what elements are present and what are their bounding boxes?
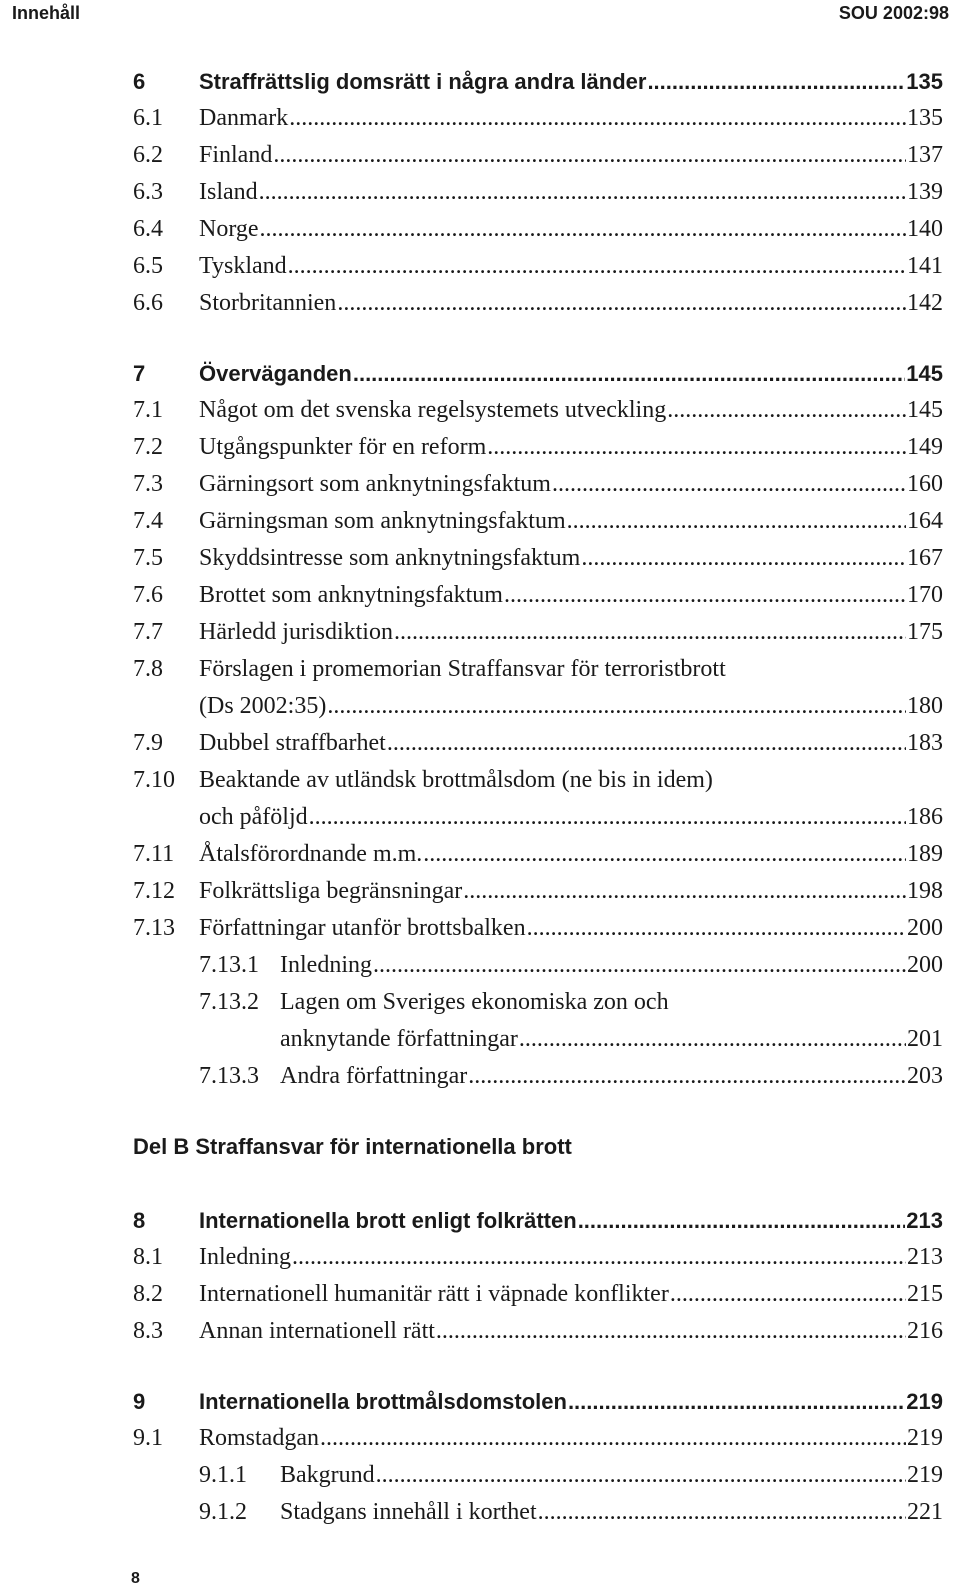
subsection-number: 7.13.3 bbox=[199, 1063, 259, 1089]
section-title: Skyddsintresse som anknytningsfaktum bbox=[199, 545, 581, 571]
dot-leader bbox=[273, 137, 906, 174]
toc-entry[interactable] bbox=[133, 285, 943, 322]
subsection-number: 7.13.2 bbox=[199, 989, 259, 1015]
dot-leader bbox=[463, 873, 906, 910]
section-number: 6.5 bbox=[133, 253, 163, 279]
page-number: 219 bbox=[907, 1462, 943, 1488]
page-number: 200 bbox=[907, 915, 943, 941]
toc-entry[interactable] bbox=[133, 137, 943, 174]
section-number: 6.3 bbox=[133, 179, 163, 205]
page-number: 189 bbox=[907, 841, 943, 867]
chapter-title: Internationella brott enligt folkrätten bbox=[199, 1208, 577, 1233]
toc-chapter-7[interactable] bbox=[133, 356, 943, 392]
section-number: 7.4 bbox=[133, 508, 163, 534]
section-number: 7.7 bbox=[133, 619, 163, 645]
section-title-continuation: och påföljd bbox=[199, 804, 308, 830]
toc-entry[interactable] bbox=[133, 248, 943, 285]
page-number: 186 bbox=[907, 804, 943, 830]
subsection-title: Andra författningar bbox=[280, 1063, 468, 1089]
toc-chapter-9[interactable] bbox=[133, 1384, 943, 1420]
page-number: 219 bbox=[907, 1425, 943, 1451]
toc-entry[interactable] bbox=[133, 873, 943, 910]
toc-subentry[interactable] bbox=[133, 1058, 943, 1095]
chapter-number: 8 bbox=[133, 1208, 146, 1233]
toc-entry[interactable] bbox=[133, 466, 943, 503]
dot-leader bbox=[260, 211, 906, 248]
chapter-title: Internationella brottmålsdomstolen bbox=[199, 1389, 567, 1414]
toc-entry[interactable] bbox=[133, 577, 943, 614]
page-number: 140 bbox=[907, 216, 943, 242]
section-title: Storbritannien bbox=[199, 290, 337, 316]
dot-leader bbox=[327, 688, 906, 725]
dot-leader bbox=[376, 1457, 906, 1494]
dot-leader bbox=[578, 1203, 906, 1239]
toc-entry[interactable] bbox=[133, 1239, 943, 1276]
section-title: Gärningsort som anknytningsfaktum bbox=[199, 471, 551, 497]
section-title: Romstadgan bbox=[199, 1425, 319, 1451]
toc-entry[interactable] bbox=[133, 100, 943, 137]
page-number: 175 bbox=[907, 619, 943, 645]
toc-entry[interactable] bbox=[133, 1420, 943, 1457]
dot-leader bbox=[647, 64, 905, 100]
section-title: Inledning bbox=[199, 1244, 291, 1270]
subsection-number: 7.13.1 bbox=[199, 952, 259, 978]
toc-entry[interactable] bbox=[133, 614, 943, 651]
section-title: Danmark bbox=[199, 105, 289, 131]
chapter-number: 7 bbox=[133, 361, 146, 386]
section-title: Dubbel straffbarhet bbox=[199, 730, 386, 756]
dot-leader bbox=[504, 577, 906, 614]
section-title: Annan internationell rätt bbox=[199, 1318, 435, 1344]
toc-subentry[interactable] bbox=[133, 984, 943, 1058]
dot-leader bbox=[581, 540, 906, 577]
toc-entry[interactable] bbox=[133, 503, 943, 540]
page-number: 213 bbox=[907, 1244, 943, 1270]
chapter-number: 6 bbox=[133, 69, 146, 94]
dot-leader bbox=[667, 392, 906, 429]
subsection-number: 9.1.2 bbox=[199, 1499, 247, 1525]
subsection-number: 9.1.1 bbox=[199, 1462, 247, 1488]
toc-entry[interactable] bbox=[133, 392, 943, 429]
page-number: 180 bbox=[907, 693, 943, 719]
section-title: Åtalsförordnande m.m. bbox=[199, 841, 423, 867]
section-title: Folkrättsliga begränsningar bbox=[199, 878, 463, 904]
section-number: 6.6 bbox=[133, 290, 163, 316]
toc-entry[interactable] bbox=[133, 836, 943, 873]
section-number: 7.9 bbox=[133, 730, 163, 756]
toc-entry[interactable] bbox=[133, 725, 943, 762]
section-number: 7.1 bbox=[133, 397, 163, 423]
page-number: 137 bbox=[907, 142, 943, 168]
toc-subentry[interactable] bbox=[133, 1494, 943, 1531]
page-number: 135 bbox=[907, 105, 943, 131]
dot-leader bbox=[373, 947, 906, 984]
section-number: 9.1 bbox=[133, 1425, 163, 1451]
page-number: 135 bbox=[906, 69, 943, 94]
section-title: Tyskland bbox=[199, 253, 287, 279]
section-number: 8.2 bbox=[133, 1281, 163, 1307]
dot-leader bbox=[353, 356, 905, 392]
section-number: 7.10 bbox=[133, 767, 175, 793]
section-title-continuation: (Ds 2002:35) bbox=[199, 693, 327, 719]
toc-entry[interactable] bbox=[133, 211, 943, 248]
toc-entry[interactable] bbox=[133, 429, 943, 466]
dot-leader bbox=[259, 174, 906, 211]
toc-chapter-8[interactable] bbox=[133, 1203, 943, 1239]
subsection-title: Lagen om Sveriges ekonomiska zon och bbox=[280, 989, 669, 1015]
page-number: 215 bbox=[907, 1281, 943, 1307]
section-number: 6.2 bbox=[133, 142, 163, 168]
dot-leader bbox=[527, 910, 906, 947]
header-section-label: Innehåll bbox=[12, 3, 81, 23]
part-heading: Del B Straffansvar för internationella brott bbox=[133, 1134, 572, 1159]
page-number: 145 bbox=[907, 397, 943, 423]
section-title: Något om det svenska regelsystemets utveckling bbox=[199, 397, 667, 423]
page-number: 160 bbox=[907, 471, 943, 497]
section-title: Island bbox=[199, 179, 258, 205]
page-number: 216 bbox=[907, 1318, 943, 1344]
page-number: 145 bbox=[906, 361, 943, 386]
dot-leader bbox=[337, 285, 906, 322]
page-number: 170 bbox=[907, 582, 943, 608]
table-of-contents bbox=[133, 60, 943, 1531]
page-number: 219 bbox=[906, 1389, 943, 1414]
toc-entry[interactable] bbox=[133, 1276, 943, 1313]
dot-leader bbox=[289, 100, 906, 137]
header-document-id: SOU 2002:98 bbox=[838, 3, 949, 23]
page-number: 221 bbox=[907, 1499, 943, 1525]
subsection-title: Bakgrund bbox=[280, 1462, 375, 1488]
dot-leader bbox=[309, 799, 906, 836]
section-number: 8.3 bbox=[133, 1318, 163, 1344]
page-number: 198 bbox=[907, 878, 943, 904]
page-number: 167 bbox=[907, 545, 943, 571]
page-number: 201 bbox=[907, 1026, 943, 1052]
chapter-title: Straffrättslig domsrätt i några andra länder bbox=[199, 69, 647, 94]
section-title: Författningar utanför brottsbalken bbox=[199, 915, 526, 941]
toc-entry[interactable] bbox=[133, 762, 943, 836]
section-title: Norge bbox=[199, 216, 259, 242]
toc-entry[interactable] bbox=[133, 1313, 943, 1350]
dot-leader bbox=[320, 1420, 906, 1457]
section-title: Internationell humanitär rätt i väpnade konflikter bbox=[199, 1281, 669, 1307]
page-number: 200 bbox=[907, 952, 943, 978]
dot-leader bbox=[468, 1058, 906, 1095]
section-title: Förslagen i promemorian Straffansvar för terroristbrott bbox=[199, 656, 726, 682]
dot-leader bbox=[423, 836, 906, 873]
subsection-title: Inledning bbox=[280, 952, 372, 978]
page-number: 149 bbox=[907, 434, 943, 460]
section-number: 7.13 bbox=[133, 915, 175, 941]
running-header bbox=[0, 0, 960, 38]
section-number: 7.8 bbox=[133, 656, 163, 682]
page-number: 142 bbox=[907, 290, 943, 316]
section-number: 7.3 bbox=[133, 471, 163, 497]
page-number: 203 bbox=[907, 1063, 943, 1089]
section-number: 6.1 bbox=[133, 105, 163, 131]
dot-leader bbox=[552, 466, 906, 503]
section-title: Finland bbox=[199, 142, 273, 168]
subsection-title-continuation: anknytande författningar bbox=[280, 1026, 518, 1052]
footer-page-number: 8 bbox=[131, 1570, 140, 1587]
page-number: 139 bbox=[907, 179, 943, 205]
section-number: 8.1 bbox=[133, 1244, 163, 1270]
section-number: 7.2 bbox=[133, 434, 163, 460]
dot-leader bbox=[538, 1494, 906, 1531]
dot-leader bbox=[436, 1313, 906, 1350]
section-title: Brottet som anknytningsfaktum bbox=[199, 582, 503, 608]
toc-chapter-6[interactable] bbox=[133, 64, 943, 100]
dot-leader bbox=[292, 1239, 906, 1276]
dot-leader bbox=[519, 1021, 906, 1058]
dot-leader bbox=[288, 248, 906, 285]
section-title: Utgångspunkter för en reform bbox=[199, 434, 487, 460]
section-title: Härledd jurisdiktion bbox=[199, 619, 393, 645]
dot-leader bbox=[394, 614, 906, 651]
dot-leader bbox=[567, 503, 906, 540]
section-number: 7.11 bbox=[133, 841, 175, 867]
section-number: 7.6 bbox=[133, 582, 163, 608]
toc-entry[interactable] bbox=[133, 651, 943, 725]
chapter-number: 9 bbox=[133, 1389, 146, 1414]
toc-entry[interactable] bbox=[133, 910, 943, 947]
toc-subentry[interactable] bbox=[133, 1457, 943, 1494]
page-number: 141 bbox=[907, 253, 943, 279]
section-title: Beaktande av utländsk brottmålsdom (ne bis in idem) bbox=[199, 767, 713, 793]
chapter-title: Överväganden bbox=[199, 361, 352, 386]
subsection-title: Stadgans innehåll i korthet bbox=[280, 1499, 537, 1525]
page-number: 164 bbox=[907, 508, 943, 534]
dot-leader bbox=[670, 1276, 906, 1313]
section-title: Gärningsman som anknytningsfaktum bbox=[199, 508, 566, 534]
dot-leader bbox=[568, 1384, 905, 1420]
page-number: 213 bbox=[906, 1208, 943, 1233]
dot-leader bbox=[487, 429, 906, 466]
dot-leader bbox=[387, 725, 906, 762]
section-number: 6.4 bbox=[133, 216, 163, 242]
section-number: 7.5 bbox=[133, 545, 163, 571]
toc-subentry[interactable] bbox=[133, 947, 943, 984]
toc-entry[interactable] bbox=[133, 540, 943, 577]
toc-entry[interactable] bbox=[133, 174, 943, 211]
page-number: 183 bbox=[907, 730, 943, 756]
section-number: 7.12 bbox=[133, 878, 175, 904]
